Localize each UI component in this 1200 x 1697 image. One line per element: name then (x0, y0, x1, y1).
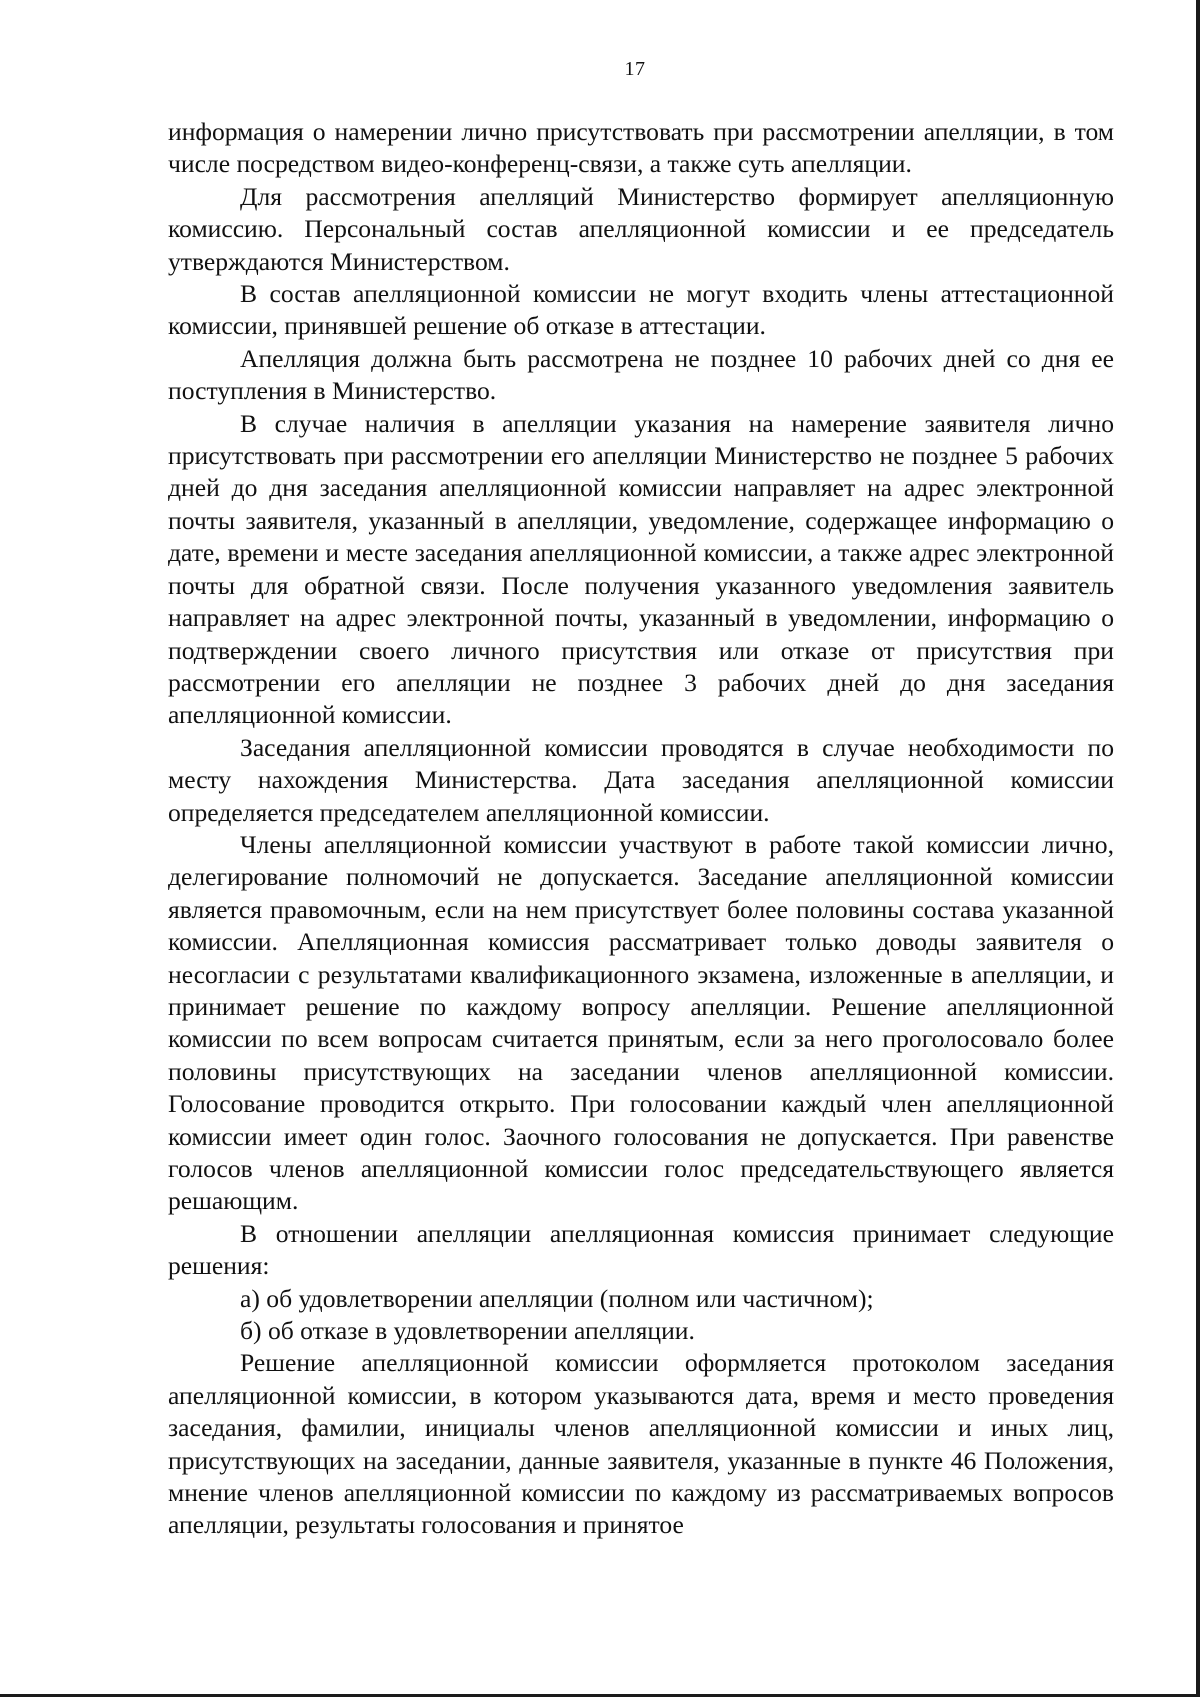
paragraph-commission-exclusions: В состав апелляционной комиссии не могут входить члены аттестационной комиссии, принявшей решение об отказе в аттестации. (168, 279, 1114, 341)
paragraph-appeal-content-continuation: информация о намерении лично присутствовать при рассмотрении апелляции, в том числе посредством видео-конференц-связи, а также суть апелляции. (168, 117, 1114, 179)
paragraph-meeting-place: Заседания апелляционной комиссии проводятся в случае необходимости по месту нахождения Министерства. Дата заседания апелляционной комиссии определяется председателем апелляционной комиссии. (168, 732, 1114, 827)
list-item-decision-a: а) об удовлетворении апелляции (полном или частичном); (240, 1283, 874, 1313)
paragraph-personal-attendance: В случае наличия в апелляции указания на намерение заявителя лично присутствовать при рассмотрении его апелляции Министерство не позднее 5 рабочих дней до дня заседания апелляционной комиссии направляет на адрес электронной почты заявителя, указанный в апелляции, уведомление, содержащее информацию о дате, времени и месте заседания апелляционной комиссии, а также адрес электронной почты для обратной связи. После получения указанного уведомления заявитель направляет на адрес электронной почты, указанный в уведомлении, информацию о подтверждении своего личного присутствия или отказе от присутствия при рассмотрении его апелляции не позднее 3 рабочих дней до дня заседания апелляционной комиссии. (168, 408, 1114, 730)
document-body (168, 116, 1114, 1542)
list-item-decision-b: б) об отказе в удовлетворении апелляции. (240, 1316, 695, 1346)
paragraph-decisions-intro: В отношении апелляции апелляционная комиссия принимает следующие решения: (168, 1218, 1114, 1281)
paragraph-protocol: Решение апелляционной комиссии оформляется протоколом заседания апелляционной комиссии, в котором указываются дата, время и место проведения заседания, фамилии, инициалы членов апелляционной комиссии и иных лиц, присутствующих на заседании, данные заявителя, указанные в пункте 46 Положения, мнение членов апелляционной комиссии по каждому из рассматриваемых вопросов апелляции, результаты голосования и принятое (168, 1348, 1114, 1540)
paragraph-commission-procedure: Члены апелляционной комиссии участвуют в работе такой комиссии лично, делегирование полномочий не допускается. Заседание апелляционной комиссии является правомочным, если на нем присутствует более половины состава указанной комиссии. Апелляционная комиссия рассматривает только доводы заявителя о несогласии с результатами квалификационного экзамена, изложенные в апелляции, и принимает решение по каждому вопросу апелляции. Решение апелляционной комиссии по всем вопросам считается принятым, если за него проголосовало более половины присутствующих на заседании членов апелляционной комиссии. Голосование проводится открыто. При голосовании каждый член апелляционной комиссии имеет один голос. Заочного голосования не допускается. При равенстве голосов членов апелляционной комиссии голос председательствующего является решающим. (168, 829, 1114, 1216)
paragraph-review-deadline: Апелляция должна быть рассмотрена не позднее 10 рабочих дней со дня ее поступления в Министерство. (168, 343, 1114, 406)
page-number: 17 (624, 58, 646, 80)
paragraph-commission-formation: Для рассмотрения апелляций Министерство формирует апелляционную комиссию. Персональный состав апелляционной комиссии и ее председатель утверждаются Министерством. (168, 181, 1114, 276)
